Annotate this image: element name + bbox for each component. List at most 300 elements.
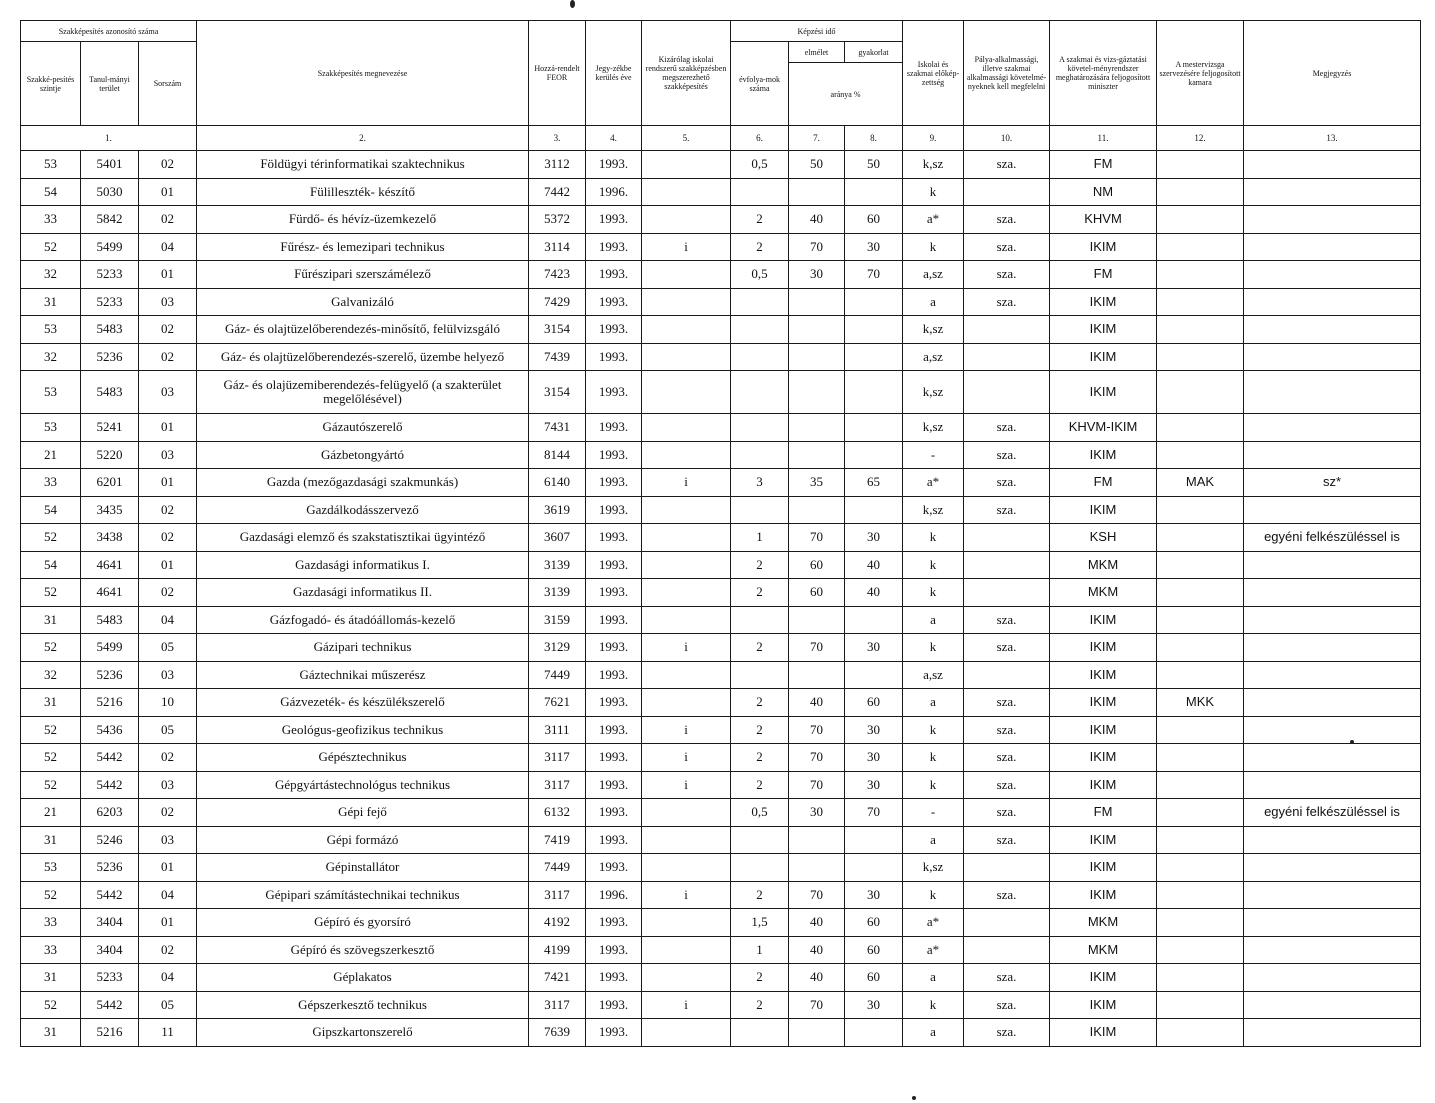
cell-feor: 3159: [529, 606, 586, 634]
column-number: 9.: [903, 126, 964, 151]
cell-grades: [731, 371, 789, 414]
cell-theory: 30: [789, 799, 845, 827]
cell-year: 1993.: [586, 551, 642, 579]
cell-feor: 3117: [529, 771, 586, 799]
cell-practice: 30: [845, 233, 903, 261]
cell-feor: 4199: [529, 936, 586, 964]
cell-remark: [1244, 716, 1421, 744]
column-number: 8.: [845, 126, 903, 151]
cell-serial: 01: [139, 178, 197, 206]
cell-serial: 02: [139, 936, 197, 964]
cell-minister: FM: [1050, 261, 1157, 289]
cell-area: 5246: [81, 826, 139, 854]
cell-remark: [1244, 261, 1421, 289]
cell-exclusive: [642, 909, 731, 937]
cell-theory: 40: [789, 936, 845, 964]
cell-area: 5483: [81, 316, 139, 344]
cell-prereq: k: [903, 524, 964, 552]
cell-chamber: [1157, 634, 1244, 662]
header-serial: Sorszám: [139, 42, 197, 126]
cell-theory: [789, 414, 845, 442]
cell-feor: 3139: [529, 551, 586, 579]
cell-prereq: k,sz: [903, 316, 964, 344]
cell-exclusive: [642, 661, 731, 689]
cell-serial: 02: [139, 343, 197, 371]
cell-exclusive: [642, 606, 731, 634]
cell-feor: 7449: [529, 661, 586, 689]
cell-minister: IKIM: [1050, 343, 1157, 371]
cell-chamber: MKK: [1157, 689, 1244, 717]
cell-serial: 01: [139, 854, 197, 882]
cell-chamber: [1157, 261, 1244, 289]
cell-chamber: [1157, 964, 1244, 992]
cell-prereq: k: [903, 551, 964, 579]
cell-name: Gépszerkesztő technikus: [197, 991, 529, 1019]
cell-level: 31: [21, 1019, 81, 1047]
cell-remark: [1244, 343, 1421, 371]
cell-year: 1993.: [586, 964, 642, 992]
cell-minister: IKIM: [1050, 689, 1157, 717]
cell-level: 52: [21, 524, 81, 552]
cell-practice: 30: [845, 716, 903, 744]
cell-remark: [1244, 206, 1421, 234]
cell-minister: IKIM: [1050, 771, 1157, 799]
cell-area: 3438: [81, 524, 139, 552]
cell-practice: [845, 496, 903, 524]
cell-grades: 2: [731, 689, 789, 717]
cell-name: Gipszkartonszerelő: [197, 1019, 529, 1047]
cell-feor: 7449: [529, 854, 586, 882]
cell-chamber: [1157, 936, 1244, 964]
cell-level: 21: [21, 799, 81, 827]
cell-exclusive: i: [642, 469, 731, 497]
cell-name: Géplakatos: [197, 964, 529, 992]
cell-exclusive: [642, 151, 731, 179]
cell-name: Gázipari technikus: [197, 634, 529, 662]
cell-prereq: -: [903, 441, 964, 469]
cell-minister: MKM: [1050, 579, 1157, 607]
cell-aptitude: sza.: [964, 288, 1050, 316]
cell-chamber: [1157, 343, 1244, 371]
cell-prereq: a*: [903, 206, 964, 234]
cell-aptitude: [964, 579, 1050, 607]
cell-feor: 4192: [529, 909, 586, 937]
cell-aptitude: sza.: [964, 634, 1050, 662]
cell-exclusive: [642, 261, 731, 289]
table-row: [21, 233, 1421, 261]
table-row: [21, 826, 1421, 854]
cell-name: Geológus-geofizikus technikus: [197, 716, 529, 744]
cell-prereq: a*: [903, 909, 964, 937]
header-aptitude: Pálya-alkalmassági, illetve szakmai alkalmassági követelmé-nyeknek kell megfelelni: [964, 21, 1050, 126]
cell-name: Gázbetongyártó: [197, 441, 529, 469]
scan-mark: [1350, 740, 1354, 744]
cell-minister: IKIM: [1050, 661, 1157, 689]
cell-grades: [731, 1019, 789, 1047]
cell-grades: [731, 414, 789, 442]
cell-aptitude: sza.: [964, 496, 1050, 524]
cell-serial: 02: [139, 316, 197, 344]
cell-chamber: [1157, 151, 1244, 179]
cell-prereq: k: [903, 716, 964, 744]
cell-serial: 02: [139, 524, 197, 552]
cell-name: Fűrész- és lemezipari technikus: [197, 233, 529, 261]
cell-name: Galvanizáló: [197, 288, 529, 316]
cell-serial: 03: [139, 371, 197, 414]
cell-theory: 70: [789, 991, 845, 1019]
header-area: Tanul-mányi terület: [81, 42, 139, 126]
cell-minister: IKIM: [1050, 233, 1157, 261]
cell-practice: 30: [845, 524, 903, 552]
cell-prereq: k: [903, 771, 964, 799]
cell-exclusive: [642, 854, 731, 882]
cell-chamber: [1157, 744, 1244, 772]
cell-grades: [731, 496, 789, 524]
cell-year: 1993.: [586, 826, 642, 854]
cell-theory: 70: [789, 771, 845, 799]
cell-serial: 02: [139, 206, 197, 234]
cell-area: 5241: [81, 414, 139, 442]
cell-feor: 7639: [529, 1019, 586, 1047]
cell-exclusive: [642, 579, 731, 607]
cell-remark: [1244, 771, 1421, 799]
cell-year: 1993.: [586, 606, 642, 634]
cell-name: Gáz- és olajtüzelőberendezés-szerelő, üzembe helyező: [197, 343, 529, 371]
cell-exclusive: i: [642, 744, 731, 772]
cell-exclusive: [642, 441, 731, 469]
cell-prereq: a*: [903, 469, 964, 497]
cell-grades: 1,5: [731, 909, 789, 937]
cell-level: 52: [21, 991, 81, 1019]
cell-grades: 2: [731, 716, 789, 744]
cell-year: 1993.: [586, 579, 642, 607]
cell-practice: [845, 441, 903, 469]
cell-grades: [731, 288, 789, 316]
cell-practice: 30: [845, 634, 903, 662]
cell-practice: [845, 371, 903, 414]
cell-practice: 40: [845, 579, 903, 607]
cell-serial: 03: [139, 826, 197, 854]
table-row: [21, 371, 1421, 414]
cell-remark: [1244, 661, 1421, 689]
cell-grades: [731, 826, 789, 854]
cell-area: 5442: [81, 991, 139, 1019]
cell-minister: NM: [1050, 178, 1157, 206]
cell-feor: 6132: [529, 799, 586, 827]
header-training: Képzési idő: [731, 21, 903, 42]
cell-practice: [845, 288, 903, 316]
cell-level: 33: [21, 206, 81, 234]
cell-year: 1993.: [586, 799, 642, 827]
cell-chamber: [1157, 799, 1244, 827]
cell-prereq: a,sz: [903, 661, 964, 689]
cell-chamber: [1157, 496, 1244, 524]
cell-year: 1993.: [586, 496, 642, 524]
table-row: [21, 551, 1421, 579]
cell-area: 5436: [81, 716, 139, 744]
cell-area: 5233: [81, 288, 139, 316]
cell-level: 54: [21, 551, 81, 579]
cell-chamber: [1157, 206, 1244, 234]
cell-aptitude: [964, 524, 1050, 552]
cell-area: 5442: [81, 771, 139, 799]
cell-feor: 3112: [529, 151, 586, 179]
cell-prereq: a: [903, 288, 964, 316]
cell-theory: 30: [789, 261, 845, 289]
cell-remark: [1244, 1019, 1421, 1047]
table-row: [21, 261, 1421, 289]
table-row: [21, 854, 1421, 882]
table-row: [21, 316, 1421, 344]
cell-year: 1993.: [586, 469, 642, 497]
cell-area: 5236: [81, 854, 139, 882]
cell-name: Gépi formázó: [197, 826, 529, 854]
cell-practice: 70: [845, 261, 903, 289]
cell-grades: 2: [731, 881, 789, 909]
header-group-id: Szakképesítés azonosító száma: [21, 21, 197, 42]
cell-year: 1993.: [586, 414, 642, 442]
cell-minister: IKIM: [1050, 826, 1157, 854]
cell-remark: [1244, 414, 1421, 442]
cell-name: Gáztechnikai műszerész: [197, 661, 529, 689]
cell-aptitude: [964, 661, 1050, 689]
cell-prereq: k: [903, 178, 964, 206]
cell-serial: 05: [139, 991, 197, 1019]
cell-prereq: k,sz: [903, 414, 964, 442]
cell-prereq: k: [903, 881, 964, 909]
table-row: [21, 909, 1421, 937]
cell-area: 5483: [81, 606, 139, 634]
cell-remark: [1244, 744, 1421, 772]
cell-prereq: -: [903, 799, 964, 827]
cell-area: 4641: [81, 579, 139, 607]
cell-remark: [1244, 991, 1421, 1019]
cell-exclusive: [642, 1019, 731, 1047]
cell-theory: 35: [789, 469, 845, 497]
cell-minister: IKIM: [1050, 854, 1157, 882]
cell-chamber: [1157, 551, 1244, 579]
cell-aptitude: [964, 854, 1050, 882]
cell-aptitude: sza.: [964, 151, 1050, 179]
cell-name: Gépi fejő: [197, 799, 529, 827]
cell-area: 5216: [81, 1019, 139, 1047]
cell-grades: [731, 178, 789, 206]
cell-chamber: [1157, 233, 1244, 261]
cell-remark: [1244, 233, 1421, 261]
cell-aptitude: sza.: [964, 771, 1050, 799]
cell-serial: 04: [139, 964, 197, 992]
cell-chamber: MAK: [1157, 469, 1244, 497]
cell-year: 1993.: [586, 991, 642, 1019]
cell-remark: egyéni felkészüléssel is: [1244, 799, 1421, 827]
cell-serial: 03: [139, 661, 197, 689]
cell-theory: 70: [789, 634, 845, 662]
cell-minister: FM: [1050, 469, 1157, 497]
cell-feor: 7429: [529, 288, 586, 316]
cell-area: 5220: [81, 441, 139, 469]
cell-aptitude: sza.: [964, 441, 1050, 469]
cell-aptitude: sza.: [964, 881, 1050, 909]
cell-theory: 40: [789, 964, 845, 992]
cell-level: 52: [21, 579, 81, 607]
table-row: [21, 524, 1421, 552]
cell-remark: [1244, 909, 1421, 937]
cell-minister: MKM: [1050, 551, 1157, 579]
cell-minister: MKM: [1050, 909, 1157, 937]
cell-year: 1993.: [586, 524, 642, 552]
cell-minister: IKIM: [1050, 881, 1157, 909]
cell-practice: [845, 1019, 903, 1047]
cell-theory: [789, 496, 845, 524]
cell-aptitude: [964, 936, 1050, 964]
table-row: [21, 151, 1421, 179]
cell-level: 32: [21, 661, 81, 689]
cell-theory: [789, 606, 845, 634]
cell-aptitude: sza.: [964, 206, 1050, 234]
cell-remark: egyéni felkészüléssel is: [1244, 524, 1421, 552]
cell-aptitude: sza.: [964, 826, 1050, 854]
cell-practice: [845, 316, 903, 344]
cell-serial: 01: [139, 909, 197, 937]
cell-remark: [1244, 496, 1421, 524]
cell-area: 5842: [81, 206, 139, 234]
cell-practice: 60: [845, 206, 903, 234]
cell-level: 31: [21, 964, 81, 992]
table-row: [21, 288, 1421, 316]
cell-level: 33: [21, 469, 81, 497]
cell-theory: 60: [789, 551, 845, 579]
cell-aptitude: sza.: [964, 716, 1050, 744]
cell-theory: [789, 288, 845, 316]
cell-year: 1993.: [586, 909, 642, 937]
cell-feor: 3607: [529, 524, 586, 552]
cell-prereq: k,sz: [903, 371, 964, 414]
cell-serial: 01: [139, 414, 197, 442]
cell-level: 33: [21, 909, 81, 937]
cell-theory: [789, 343, 845, 371]
cell-level: 52: [21, 634, 81, 662]
table-row: [21, 744, 1421, 772]
table-row: [21, 716, 1421, 744]
scan-mark: [912, 1096, 916, 1100]
cell-exclusive: [642, 826, 731, 854]
cell-level: 53: [21, 414, 81, 442]
table-body: [21, 151, 1421, 1047]
cell-grades: [731, 441, 789, 469]
cell-chamber: [1157, 1019, 1244, 1047]
cell-practice: 30: [845, 744, 903, 772]
cell-exclusive: [642, 414, 731, 442]
cell-exclusive: i: [642, 634, 731, 662]
cell-year: 1993.: [586, 343, 642, 371]
table-row: [21, 496, 1421, 524]
cell-exclusive: [642, 288, 731, 316]
cell-prereq: k,sz: [903, 496, 964, 524]
cell-chamber: [1157, 991, 1244, 1019]
cell-minister: IKIM: [1050, 316, 1157, 344]
cell-level: 32: [21, 261, 81, 289]
table-row: [21, 661, 1421, 689]
cell-exclusive: i: [642, 771, 731, 799]
cell-exclusive: [642, 689, 731, 717]
cell-grades: 2: [731, 744, 789, 772]
cell-level: 52: [21, 716, 81, 744]
cell-minister: FM: [1050, 151, 1157, 179]
cell-minister: IKIM: [1050, 371, 1157, 414]
cell-chamber: [1157, 414, 1244, 442]
cell-minister: KSH: [1050, 524, 1157, 552]
column-number: 1.: [21, 126, 197, 151]
cell-remark: [1244, 579, 1421, 607]
cell-aptitude: sza.: [964, 233, 1050, 261]
cell-prereq: a,sz: [903, 261, 964, 289]
cell-feor: 7431: [529, 414, 586, 442]
scan-mark: [570, 0, 575, 8]
cell-area: 6201: [81, 469, 139, 497]
cell-year: 1993.: [586, 661, 642, 689]
cell-remark: [1244, 178, 1421, 206]
cell-theory: [789, 371, 845, 414]
cell-area: 5442: [81, 881, 139, 909]
cell-level: 52: [21, 771, 81, 799]
cell-year: 1993.: [586, 206, 642, 234]
cell-prereq: k: [903, 233, 964, 261]
cell-chamber: [1157, 371, 1244, 414]
cell-grades: 2: [731, 964, 789, 992]
cell-practice: [845, 606, 903, 634]
column-number: 10.: [964, 126, 1050, 151]
cell-theory: 70: [789, 524, 845, 552]
cell-year: 1993.: [586, 634, 642, 662]
cell-chamber: [1157, 881, 1244, 909]
cell-practice: [845, 826, 903, 854]
cell-serial: 04: [139, 881, 197, 909]
cell-practice: 60: [845, 936, 903, 964]
cell-prereq: k: [903, 991, 964, 1019]
cell-feor: 7439: [529, 343, 586, 371]
cell-aptitude: [964, 909, 1050, 937]
cell-practice: [845, 854, 903, 882]
cell-aptitude: sza.: [964, 606, 1050, 634]
cell-prereq: k: [903, 579, 964, 607]
cell-prereq: a,sz: [903, 343, 964, 371]
cell-minister: IKIM: [1050, 288, 1157, 316]
cell-prereq: k,sz: [903, 151, 964, 179]
column-number: 7.: [789, 126, 845, 151]
cell-name: Gáz- és olajüzemiberendezés-felügyelő (a szakterület megelőlésével): [197, 371, 529, 414]
cell-remark: [1244, 606, 1421, 634]
cell-name: Gazda (mezőgazdasági szakmunkás): [197, 469, 529, 497]
header-year: Jegy-zékbe kerülés éve: [586, 21, 642, 126]
table-row: [21, 964, 1421, 992]
cell-prereq: a: [903, 1019, 964, 1047]
cell-area: 5236: [81, 343, 139, 371]
cell-level: 53: [21, 371, 81, 414]
cell-grades: 2: [731, 233, 789, 261]
cell-feor: 3154: [529, 316, 586, 344]
column-number: 12.: [1157, 126, 1244, 151]
table-row: [21, 991, 1421, 1019]
cell-chamber: [1157, 606, 1244, 634]
cell-exclusive: i: [642, 991, 731, 1019]
cell-prereq: a: [903, 689, 964, 717]
cell-practice: 60: [845, 909, 903, 937]
cell-remark: [1244, 371, 1421, 414]
cell-level: 52: [21, 744, 81, 772]
cell-minister: MKM: [1050, 936, 1157, 964]
cell-minister: KHVM-IKIM: [1050, 414, 1157, 442]
cell-name: Gazdasági informatikus II.: [197, 579, 529, 607]
